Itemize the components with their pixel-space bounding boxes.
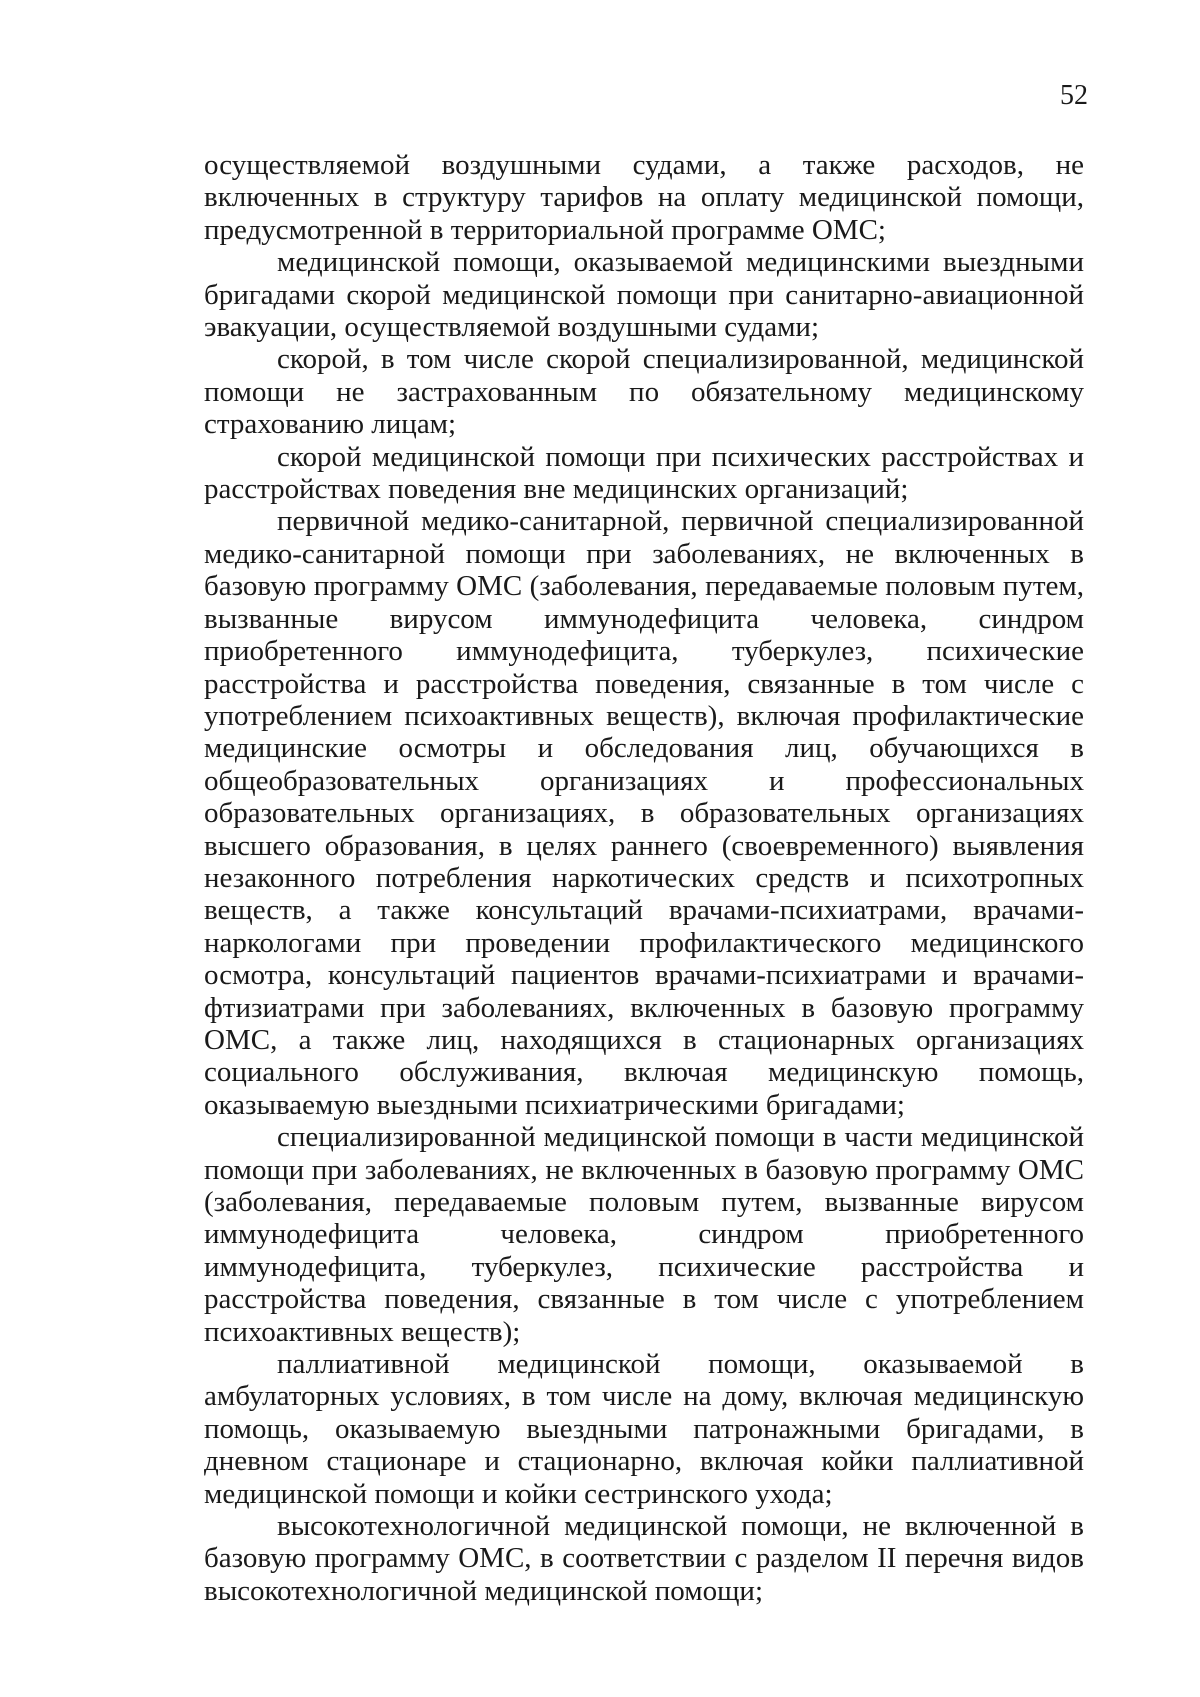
paragraph-continuation: осуществляемой воздушными судами, а также расходов, не включенных в структуру тарифов на оплату медицинской помощи, предусмотренной в территориальной программе ОМС; xyxy=(204,149,1084,246)
paragraph-high-tech-care: высокотехнологичной медицинской помощи, не включенной в базовую программу ОМС, в соответствии с разделом II перечня видов высокотехнологичной медицинской помощи; xyxy=(204,1510,1084,1607)
paragraph-emergency-psychiatric: скорой медицинской помощи при психических расстройствах и расстройствах поведения вне медицинских организаций; xyxy=(204,440,1084,506)
paragraph-specialized-care: специализированной медицинской помощи в части медицинской помощи при заболеваниях, не включенных в базовую программу ОМС (заболевания, передаваемые половым путем, вызванные вирусом иммунодефицита человека, синдром приобретенного иммунодефицита, туберкулез, психические расстройства и расстройства поведения, связанные в том числе с употреблением психоактивных веществ); xyxy=(204,1121,1084,1348)
paragraph-sanitary-aviation: медицинской помощи, оказываемой медицинскими выездными бригадами скорой медицинской помощи при санитарно-авиационной эвакуации, осуществляемой воздушными судами; xyxy=(204,246,1084,344)
page-number: 52 xyxy=(1060,80,1088,111)
paragraph-palliative-care: паллиативной медицинской помощи, оказываемой в амбулаторных условиях, в том числе на дому, включая медицинскую помощь, оказываемую выездными патронажными бригадами, в дневном стационаре и стационарно, включая койки паллиативной медицинской помощи и койки сестринского ухода; xyxy=(204,1348,1084,1510)
document-body xyxy=(204,149,1084,1607)
paragraph-primary-care: первичной медико-санитарной, первичной специализированной медико-санитарной помощи при заболеваниях, не включенных в базовую программу ОМС (заболевания, передаваемые половым путем, вызванные вирусом иммунодефицита человека, синдром приобретенного иммунодефицита, туберкулез, психические расстройства и расстройства поведения, связанные в том числе с употреблением психоактивных веществ), включая профилактические медицинские осмотры и обследования лиц, обучающихся в общеобразовательных организациях и профессиональных образовательных организациях, в образовательных организациях высшего образования, в целях раннего (своевременного) выявления незаконного потребления наркотических средств и психотропных веществ, а также консультаций врачами-психиатрами, врачами-наркологами при проведении профилактического медицинского осмотра, консультаций пациентов врачами-психиатрами и врачами-фтизиатрами при заболеваниях, включенных в базовую программу ОМС, а также лиц, находящихся в стационарных организациях социального обслуживания, включая медицинскую помощь, оказываемую выездными психиатрическими бригадами; xyxy=(204,505,1084,1121)
paragraph-emergency-uninsured: скорой, в том числе скорой специализированной, медицинской помощи не застрахованным по обязательному медицинскому страхованию лицам; xyxy=(204,343,1084,441)
